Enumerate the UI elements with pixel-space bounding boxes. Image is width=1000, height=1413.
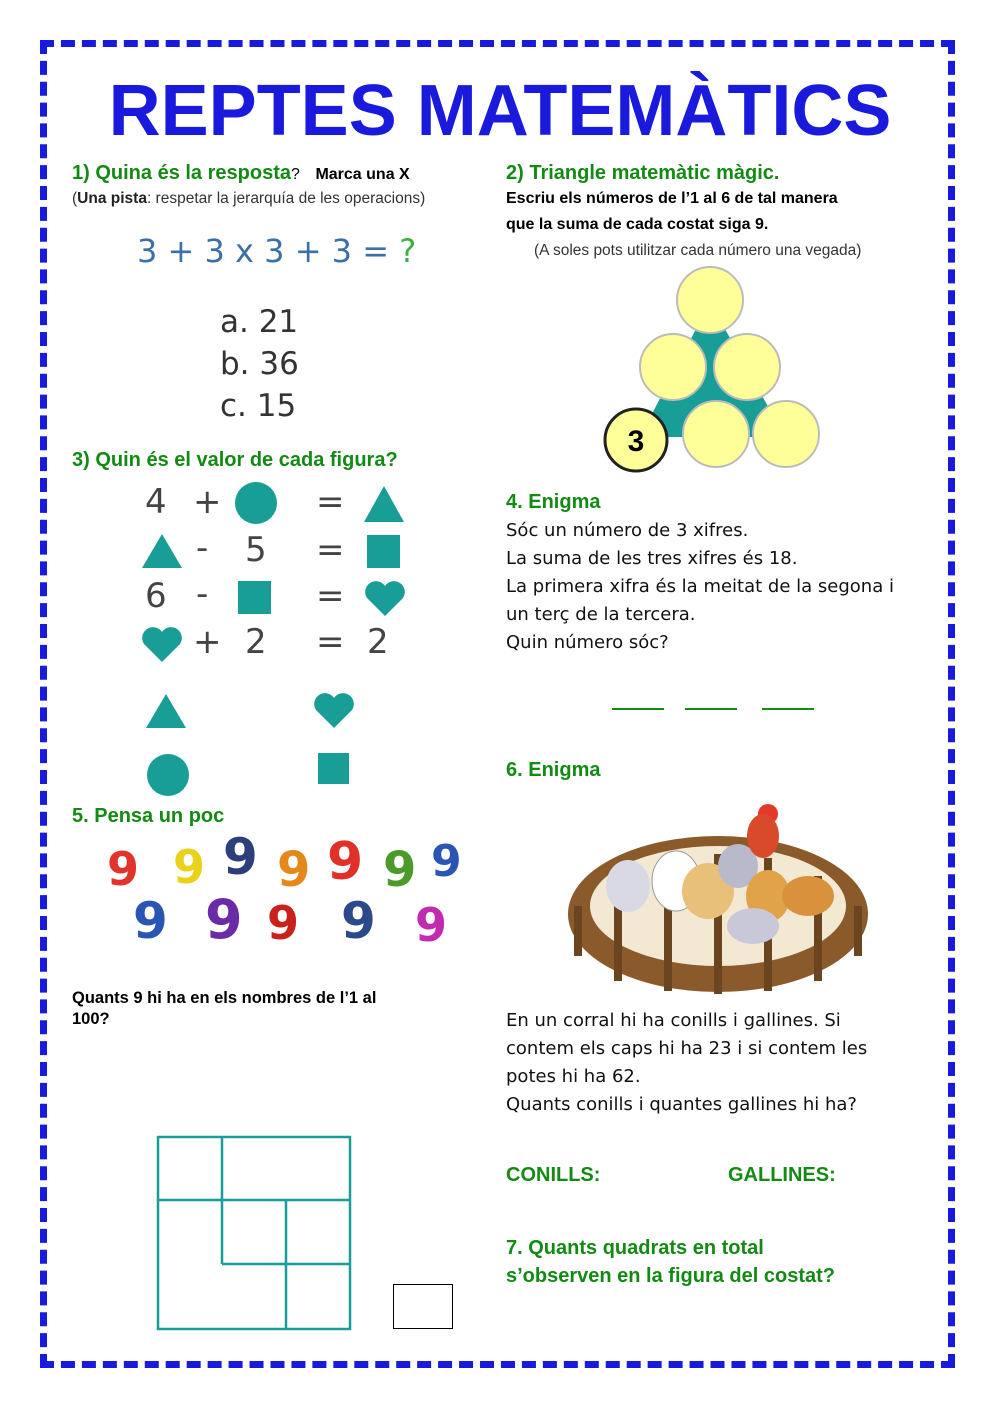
eq2-5: 5 [245, 530, 267, 570]
eq1-plus: + [193, 482, 222, 522]
q6-heading: 6. Enigma [506, 759, 601, 781]
eq2-equals: = [316, 530, 345, 570]
answer-blank-1[interactable] [612, 708, 664, 710]
rabbit-icon [782, 876, 834, 916]
triangle-circle-top[interactable] [677, 267, 743, 333]
q2-heading: 2) Triangle matemàtic màgic. [506, 162, 780, 184]
q1-expression: 3 + 3 x 3 + 3 = ? [137, 232, 417, 270]
heart-icon [140, 624, 184, 664]
q5-question: Quants 9 hi ha en els nombres de l’1 al 100? [72, 989, 377, 1028]
answer-square-icon[interactable] [317, 752, 351, 786]
q1-hint: (Una pista: respetar la jerarquía de les operacions) [72, 190, 426, 207]
q2-line2: que la suma de cada costat siga 9. [506, 216, 769, 233]
rabbit-icon [606, 860, 650, 912]
q2-line1: Escriu els números de l’1 al 6 de tal manera [506, 190, 838, 207]
nines-illustration: 9 9 9 9 9 9 9 9 9 9 9 9 [107, 828, 462, 952]
eq3-6: 6 [145, 576, 167, 616]
q6-text: En un corral hi ha conills i gallines. Si contem els caps hi ha 23 i si contem les potes hi ha 62. Quants conills i quantes gallines hi ha? [506, 1010, 868, 1115]
q4-heading: 4. Enigma [506, 491, 601, 513]
eq4-equals: = [316, 622, 345, 662]
hens-label: GALLINES: [728, 1164, 836, 1186]
triangle-icon [140, 532, 184, 570]
triangle-circle-mid-right[interactable] [714, 334, 780, 400]
q1-heading: 1) Quina és la resposta? Marca una X [72, 162, 410, 184]
squares-figure [155, 1134, 355, 1332]
rabbits-label: CONILLS: [506, 1164, 601, 1186]
eq1-equals: = [316, 482, 345, 522]
eq4-plus: + [193, 622, 222, 662]
page-title: REPTES MATEMÀTICS [108, 71, 892, 151]
rabbit-icon [727, 908, 779, 944]
q5-heading: 5. Pensa un poc [72, 805, 225, 827]
eq4-2: 2 [245, 622, 267, 662]
q4-text: Sóc un número de 3 xifres. La suma de les tres xifres és 18. La primera xifra és la meitat de la segona i un terç de la tercera. Quin número sóc? [506, 520, 894, 653]
square-icon [237, 580, 273, 616]
eq2-minus: - [196, 528, 209, 568]
given-number: 3 [627, 425, 645, 458]
answer-heart-icon[interactable] [312, 692, 356, 730]
q1-option-b[interactable]: b. 36 [220, 346, 299, 382]
q1-option-c[interactable]: c. 15 [220, 388, 297, 424]
eq3-equals: = [316, 576, 345, 616]
triangle-circle-bottom-mid[interactable] [683, 401, 749, 467]
circle-icon [233, 480, 279, 526]
triangle-icon [362, 484, 406, 524]
answer-blank-3[interactable] [762, 708, 814, 710]
answer-triangle-icon[interactable] [144, 692, 188, 730]
q3-heading: 3) Quin és el valor de cada figura? [72, 449, 398, 471]
eq1-4: 4 [145, 482, 167, 522]
triangle-circle-mid-left[interactable] [640, 334, 706, 400]
answer-box[interactable] [393, 1284, 453, 1329]
q2-note: (A soles pots utilitzar cada número una vegada) [534, 242, 862, 259]
answer-blank-2[interactable] [685, 708, 737, 710]
corral-illustration [558, 796, 878, 1001]
answer-circle-icon[interactable] [145, 752, 191, 798]
triangle-circle-bottom-right[interactable] [753, 401, 819, 467]
rooster-icon [747, 814, 779, 858]
q1-option-a[interactable]: a. 21 [220, 304, 299, 340]
magic-triangle [595, 262, 835, 482]
eq4-result: 2 [367, 622, 389, 662]
q1-options [220, 301, 299, 427]
square-icon [366, 534, 402, 570]
outer-square [158, 1137, 350, 1329]
eq3-minus: - [196, 574, 209, 614]
q7-question: 7. Quants quadrats en total s’observen en la figura del costat? [506, 1237, 835, 1287]
heart-icon [363, 578, 407, 618]
